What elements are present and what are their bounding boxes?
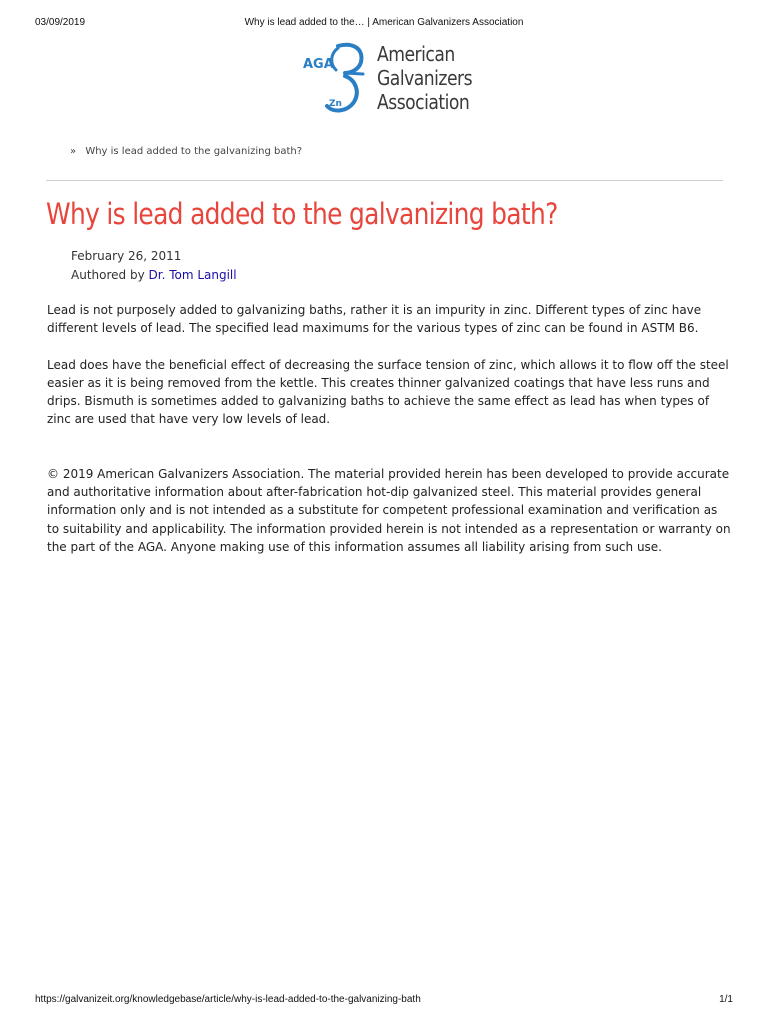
article-body [47, 301, 731, 574]
print-date: 03/09/2019 [35, 17, 86, 28]
print-page-number: 1/1 [719, 994, 733, 1005]
article-byline [71, 266, 237, 285]
article-meta [71, 247, 237, 285]
aga-logo[interactable] [300, 40, 480, 118]
breadcrumb-current: Why is lead added to the galvanizing bath? [85, 146, 303, 157]
authored-by-label: Authored by [71, 268, 145, 282]
breadcrumb [70, 146, 302, 157]
logo-name-line-1: American [377, 42, 455, 66]
article-paragraph: Lead does have the beneficial effect of decreasing the surface tension of zinc, which allows it to flow off the steel easier as it is being removed from the kettle. This creates thinner galvanized coatings that have less runs and drips. Bismuth is sometimes added to galvanizing baths to achieve the same effect as lead has when types of zinc are used that have very low levels of lead. [47, 357, 729, 427]
logo-element-text: Zn [329, 99, 342, 109]
print-page-title: Why is lead added to the… | American Galvanizers Association [244, 17, 524, 28]
article-paragraph: Lead is not purposely added to galvanizing baths, rather it is an impurity in zinc. Different types of zinc have different levels of lead. The specified lead maximums for the various types of zinc can be found in ASTM B6. [47, 303, 702, 336]
author-link[interactable]: Dr. Tom Langill [148, 268, 237, 282]
logo-wordmark [377, 42, 472, 114]
header-divider [46, 180, 723, 181]
logo-name-line-3: Association [377, 90, 470, 114]
aga-logo-mark-icon [300, 40, 376, 118]
copyright-notice: © 2019 American Galvanizers Association. The material provided herein has been developed to provide accurate and authoritative information about after-fabrication hot-dip galvanized steel. This material provides general information only and is not intended as a substitute for competent professional examination and verification as to suitability and applicability. The information provided herein is not intended as a representation or warranty on the part of the AGA. Anyone making use of this information assumes all liability arising from such use. [47, 466, 731, 554]
print-url: https://galvanizeit.org/knowledgebase/article/why-is-lead-added-to-the-galvanizing-bath [35, 994, 421, 1005]
logo-name-line-2: Galvanizers [377, 66, 473, 90]
breadcrumb-separator: » [70, 146, 77, 157]
print-footer [35, 994, 733, 1008]
print-header [35, 17, 733, 31]
logo-badge-text: AGA [303, 57, 334, 72]
article-title: Why is lead added to the galvanizing bath? [46, 197, 558, 231]
article-date: February 26, 2011 [71, 249, 182, 263]
